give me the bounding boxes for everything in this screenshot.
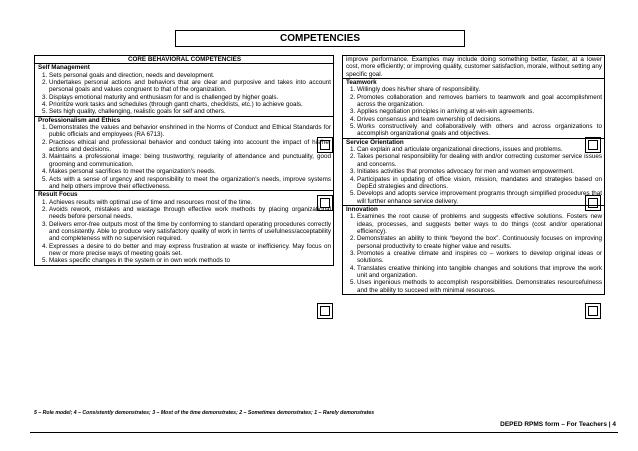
competency-section [35, 64, 334, 116]
competency-item: 1. Demonstrates the values and behavior enshrined in the Norms of Conduct and Ethical Standards for public officials and employees (RA 6713). [49, 124, 331, 139]
competency-item: 3. Applies negotiation principles in arriving at win-win agreements. [357, 108, 602, 115]
section-title: Self Management [38, 64, 90, 72]
page-title: COMPETENCIES [175, 30, 465, 47]
competency-section [343, 138, 605, 205]
competency-list [346, 213, 602, 294]
competency-item: 2. Avoids rework, mistakes and wastage through effective work methods by placing organizational needs before personal needs. [49, 206, 331, 221]
rating-legend: 5 – Role model; 4 – Consistently demonstrates; 3 – Most of the time demonstrates; 2 – Sometimes demonstrates; 1 – Rarely demonstrates [34, 410, 375, 416]
continued-text: improve performance. Examples may include doing something better, faster, at a lower cost, more efficiently; or improving quality, customer satisfaction, morale, without setting any specific goal. [343, 56, 605, 79]
page-footer: DEPED RPMS form – For Teachers | 4 [500, 421, 616, 428]
competency-item: 4. Expresses a desire to do better and may express frustration at waste or inefficiency. May focus on new or more precise ways of meeting goals set. [49, 243, 331, 258]
competency-item: 5. Uses ingenious methods to accomplish responsibilities. Demonstrates resourcefulness and the ability to succeed with minimal resources. [357, 279, 602, 294]
rating-checkbox-service-orientation[interactable] [585, 195, 601, 211]
competency-item: 1. Examines the root cause of problems and suggests effective solutions. Fosters new ideas, processes, and suggests better ways to do things (cost and/or operational efficiency). [357, 213, 602, 235]
rating-checkbox-innovation[interactable] [585, 303, 601, 319]
rating-checkbox-teamwork[interactable] [585, 137, 601, 153]
competency-item: 5. Sets high quality, challenging, realistic goals for self and others. [49, 108, 331, 115]
competency-section [35, 116, 334, 190]
rating-checkbox-self-management[interactable] [317, 137, 333, 153]
footer-divider [30, 432, 618, 433]
core-competencies-table-continued [342, 55, 605, 295]
core-competencies-table [34, 55, 334, 266]
section-title: Professionalism and Ethics [38, 116, 121, 124]
section-title: Teamwork [346, 79, 377, 87]
competency-list [38, 199, 331, 265]
competency-item: 1. Can explain and articulate organizational directions, issues and problems. [357, 146, 602, 153]
competency-item: 4. Makes personal sacrifices to meet the organization's needs. [49, 168, 331, 175]
rating-checkbox-result-focus[interactable] [317, 303, 333, 319]
competency-item: 3. Displays emotional maturity and enthusiasm for and is challenged by higher goals. [49, 94, 331, 101]
competency-section [35, 191, 334, 265]
competency-item: 4. Drives consensus and team ownership of decisions. [357, 116, 602, 123]
section-title: Result Focus [38, 191, 78, 199]
competency-item: 5. Acts with a sense of urgency and responsibility to meet the organization's needs, improve systems and help others improve their effectiveness. [49, 176, 331, 191]
competency-list [346, 86, 602, 137]
competency-item: 4. Prioritize work tasks and schedules (through gantt charts, checklists, etc.) to achieve goals. [49, 101, 331, 108]
competency-item: 4. Participates in updating of office vision, mission, mandates and strategies based on DepEd strategies and directions. [357, 176, 602, 191]
competency-item: 2. Promotes collaboration and removes barriers to teamwork and goal accomplishment across the organization. [357, 94, 602, 109]
competency-item: 1. Sets personal goals and direction, needs and development. [49, 72, 331, 79]
competency-item: 2. Takes personal responsibility for dealing with and/or correcting customer service issues and concerns. [357, 153, 602, 168]
competency-item: 4. Translates creative thinking into tangible changes and solutions that improve the work unit and organization. [357, 265, 602, 280]
competency-section [343, 205, 605, 294]
section-title: Service Orientation [346, 138, 404, 146]
competency-list [346, 146, 602, 205]
competency-item: 2. Demonstrates an ability to think “beyond the box”. Continuously focuses on improving personal productivity to create higher value and results. [357, 235, 602, 250]
competency-item: 5. Works constructively and collaboratively with others and across organizations to accomplish organizational goals and objectives. [357, 123, 602, 138]
competency-item: 1. Achieves results with optimal use of time and resources most of the time. [49, 199, 331, 206]
competency-item: 3. Initiates activities that promotes advocacy for men and women empowerment. [357, 168, 602, 175]
competency-item: 3. Delivers error-free outputs most of the time by conforming to standard operating procedures correctly and consistently. Able to produce very satisfactory quality of work in terms of usefulness/acceptability and completeness with no supervision required. [49, 221, 331, 243]
competency-section [343, 79, 605, 139]
competency-item: 3. Maintains a professional image: being trustworthy, regularity of attendance and punctuality, good grooming and communication. [49, 153, 331, 168]
competency-item: 5. Makes specific changes in the system or in own work methods to [49, 257, 331, 264]
competency-item: 1. Willingly does his/her share of responsibility. [357, 86, 602, 93]
competency-list [38, 72, 331, 116]
competency-item: 2. Practices ethical and professional behavior and conduct taking into account the impact of his/her actions and decisions. [49, 139, 331, 154]
core-competencies-header: CORE BEHAVIORAL COMPETENCIES [35, 56, 334, 64]
rating-checkbox-professionalism[interactable] [317, 195, 333, 211]
competency-item: 2. Undertakes personal actions and behaviors that are clear and purposive and takes into account personal goals and values congruent to that of the organization. [49, 79, 331, 94]
competency-item: 5. Develops and adopts service improvement programs through simplified procedures that will further enhance service delivery. [357, 190, 602, 205]
section-title: Innovation [346, 205, 378, 213]
competency-item: 3. Promotes a creative climate and inspires co – workers to develop original ideas or solutions. [357, 250, 602, 265]
competency-list [38, 124, 331, 190]
